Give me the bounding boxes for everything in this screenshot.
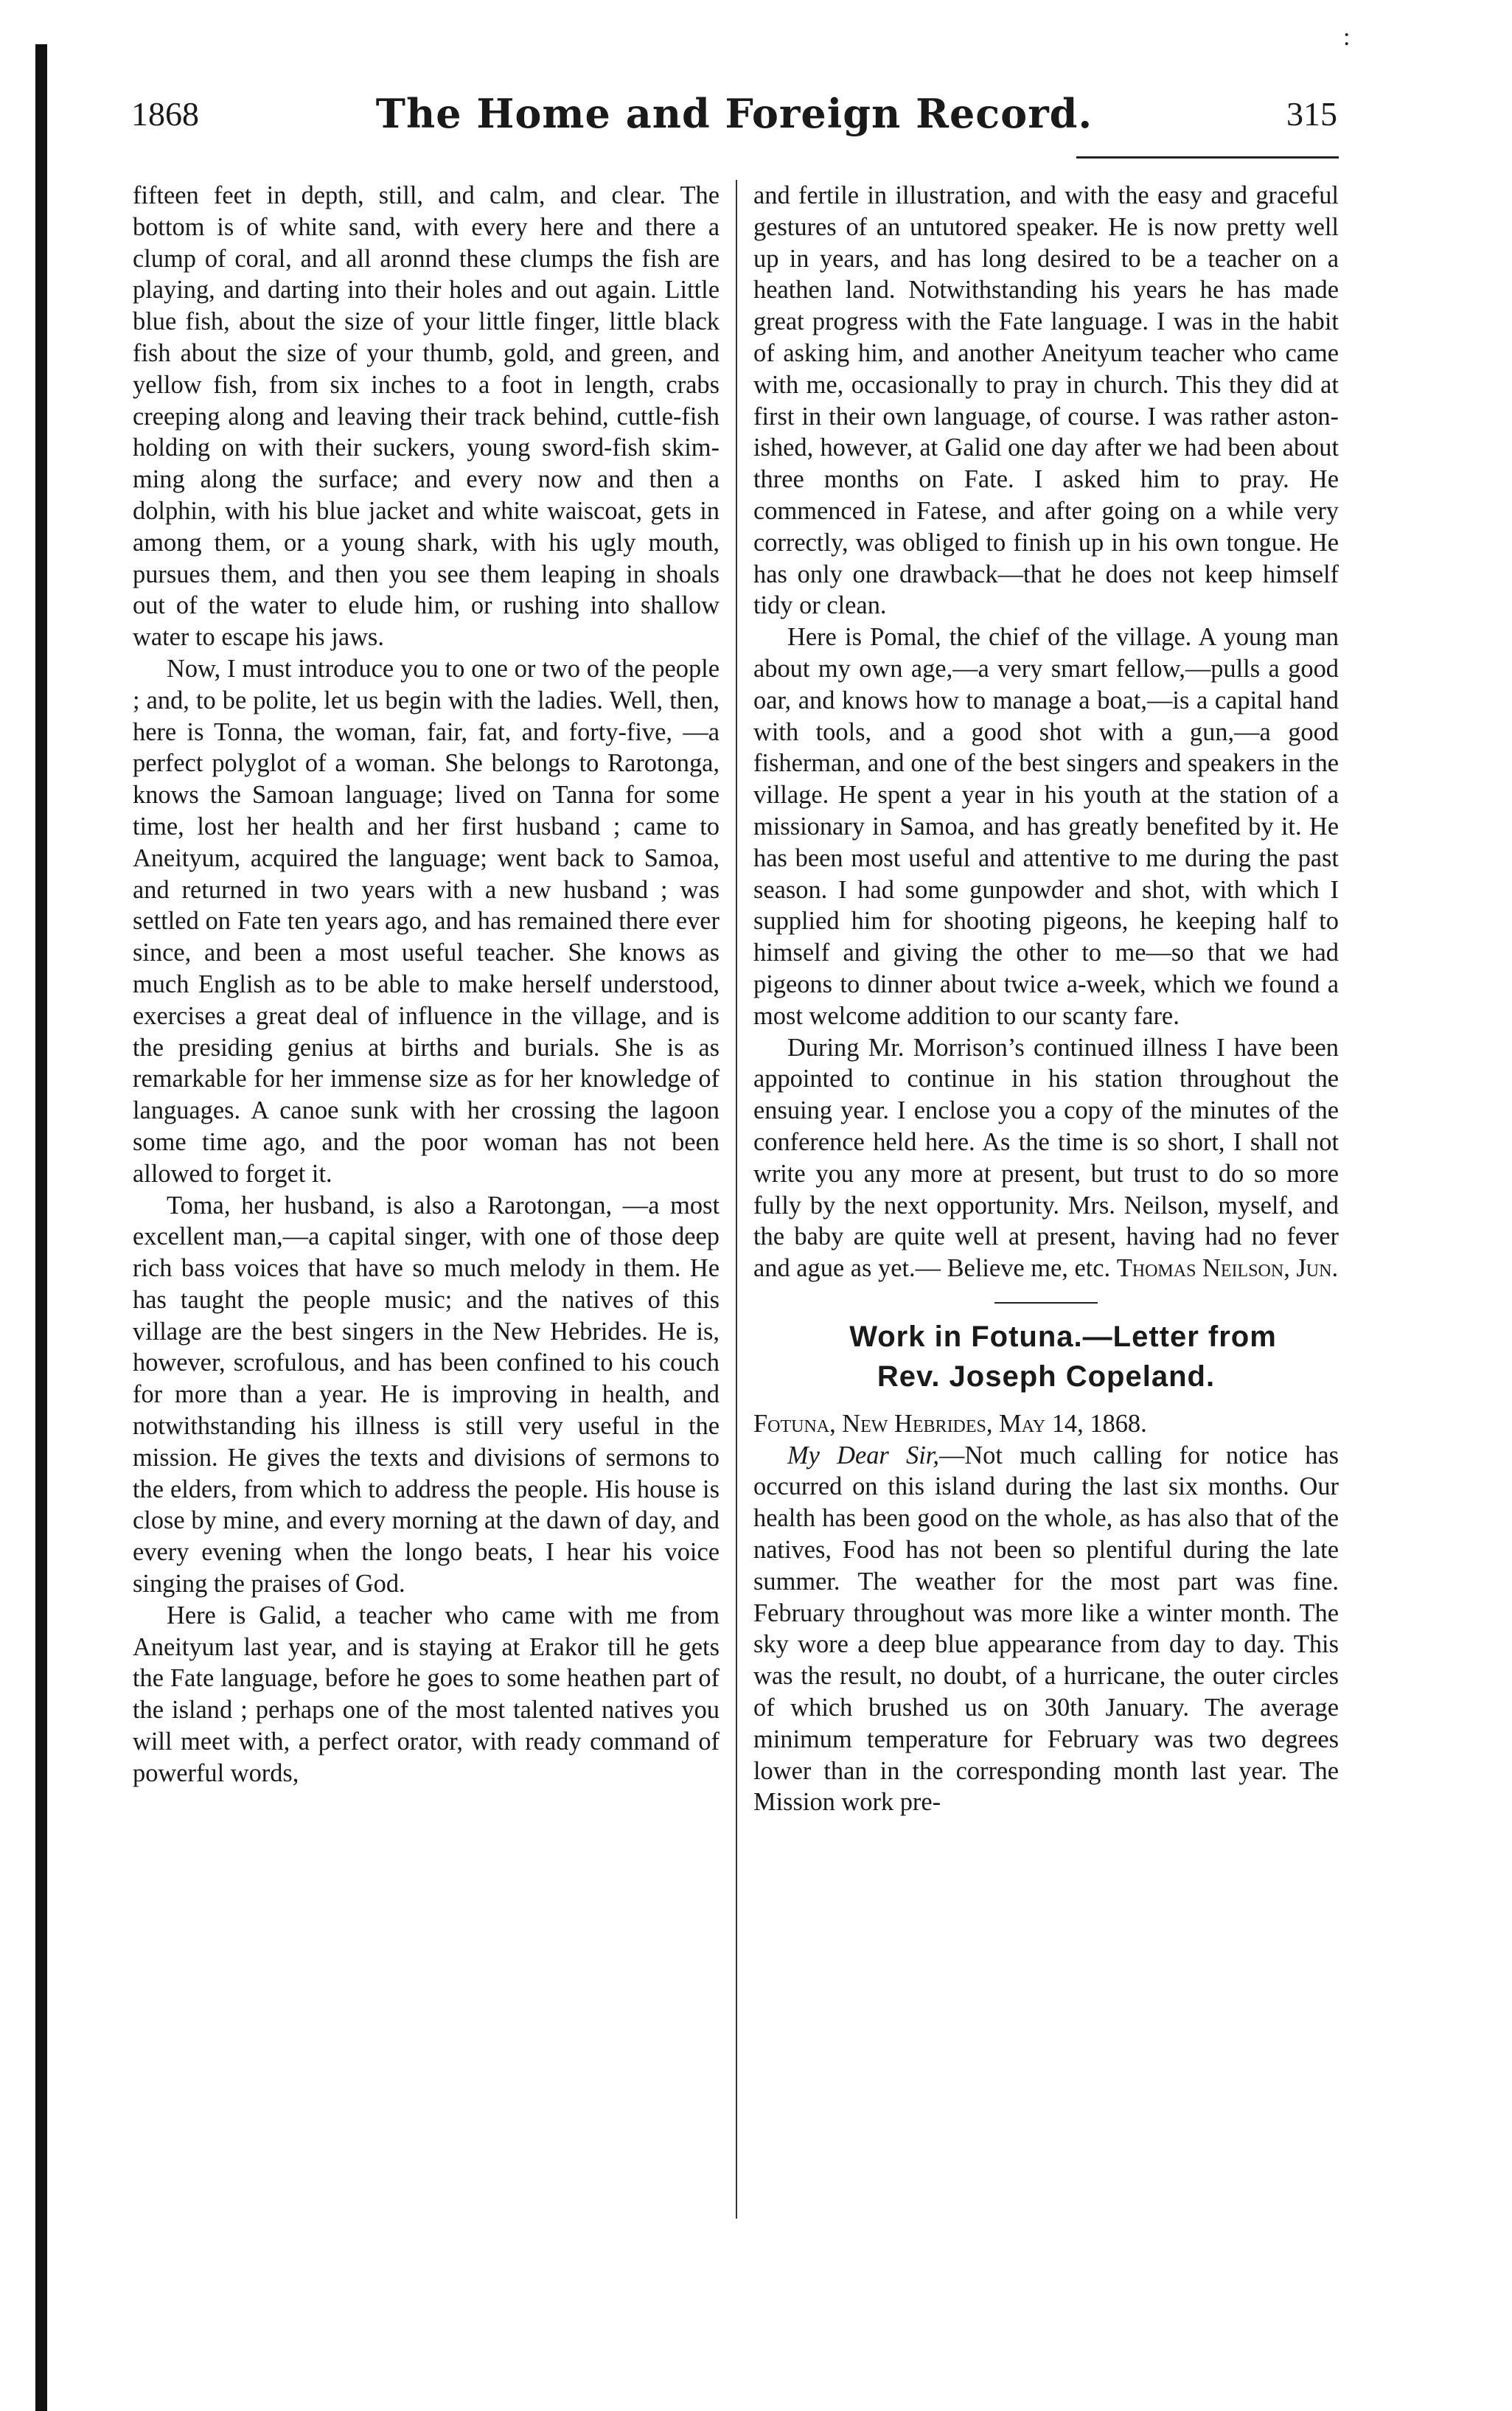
paragraph: Here is Galid, a teacher who came with me from Aneityum last year, and is staying at Erakor till he gets the Fate language, before he goes to some heathen part of the island ; perhaps one of the most talented natives you will meet with, a perfect orator, with ready command of powerful words,	[133, 1601, 720, 1787]
paragraph-text: During Mr. Morrison’s continued illness I have been appointed to continue in his station throughout the ensuing year. I enclose you a copy of the minutes of the conference held here. As the time is so short, I shall not write you any more at present, but trust to do so more fully by the next opportunity. Mrs. Neilson, myself, and the baby are quite well at present, having had no fever and ague as yet.— Believe me, etc.	[753, 1033, 1339, 1283]
left-column	[133, 180, 720, 1789]
dateline: Fotuna, New Hebrides, May 14, 1868.	[753, 1409, 1147, 1438]
letter-paragraph	[753, 1440, 1339, 1819]
paragraph: Here is Pomal, the chief of the village. A young man about my own age,—a very smart fellow,—pulls a good oar, and knows how to manage a boat,—is a capital hand with tools, and a good shot with a gun,—a good fisherman, and one of the best singers and speakers in the village. He spent a year in his youth at the station of a missionary in Samoa, and has greatly benefited by it. He has been most useful and attentive to me during the past season. I had some gunpowder and shot, with which I supplied him for shooting pigeons, he keeping half to himself and giving the other to me—so that we had pigeons to dinner about twice a-week, which we found a most welcome addition to our scanty fare.	[753, 623, 1339, 1030]
section-title	[753, 1317, 1339, 1396]
paragraph: fifteen feet in depth, still, and calm, and clear. The bottom is of white sand, with every here and there a clump of coral, and all aronnd these clumps the fish are playing, and darting into their holes and out again. Little blue fish, about the size of your little finger, little black fish about the size of your thumb, gold, and green, and yellow fish, from six inches to a foot in length, crabs creeping along and leaving their track behind, cuttle-fish holding on with their suckers, young sword-fish skimming along the surface; and every now and then a dolphin, with his blue jacket and white waiscoat, gets in among them, or a young shark, with his ugly mouth, pursues them, and then you see them leaping in shoals out of the water to elude him, or rushing into shallow water to escape his jaws.	[133, 181, 720, 652]
header-rule	[1076, 156, 1339, 159]
paragraph: Toma, her husband, is also a Rarotongan, —a most excellent man,—a capital singer, with one of those deep rich bass voices that have so much melody in them. He has taught the people music; and the natives of this village are the best singers in the New Hebrides. He is, however, scrofulous, and has been confined to his couch for more than a year. He is improving in health, and notwithstanding his illness is still very useful in the mission. He gives the texts and divisions of sermons to the elders, from which to address the people. His house is close by mine, and every morning at the dawn of day, and every evening when the longo beats, I hear his voice singing the praises of God.	[133, 1191, 720, 1598]
letter-body: —Not much calling for notice has occurred on this island during the last six months. Our health has been good on the whole, as has also that of the natives, Food has not been so plentiful during the late summer. The weather for the most part was fine. February throughout was more like a winter month. The sky wore a deep blue appearance from day to day. This was the result, no doubt, of a hurricane, the outer circles of which brushed us on 30th January. The average minimum temperature for February was two degrees lower than in the corresponding month last year. The Mission work pre-	[753, 1441, 1339, 1817]
paragraph: Now, I must introduce you to one or two of the people ; and, to be polite, let us begin with the ladies. Well, then, here is Tonna, the woman, fair, fat, and forty-five, —a perfect polyglot of a woman. She belongs to Rarotonga, knows the Samoan language; lived on Tanna for some time, lost her health and her first husband ; came to Aneityum, acquired the language; went back to Samoa, and returned in two years with a new husband ; was settled on Fate ten years ago, and has remained there ever since, and been a most useful teacher. She knows as much English as to be able to make herself understood, exercises a great deal of influence in the village, and is the presiding genius at births and burials. She is as remarkable for her immense size as for her knowledge of languages. A canoe sunk with her crossing the lagoon some time ago, and the poor woman has not been allowed to forget it.	[133, 654, 720, 1188]
section-title-line: Rev. Joseph Copeland.	[877, 1360, 1216, 1393]
right-column	[753, 180, 1339, 1818]
page-number: 315	[1286, 95, 1337, 133]
paragraph-with-signature	[753, 1032, 1339, 1284]
section-divider	[994, 1302, 1098, 1304]
page-header	[131, 90, 1337, 146]
page-binding-edge	[35, 44, 47, 2411]
corner-mark: :	[1343, 24, 1351, 51]
paragraph: and fertile in illustration, and with the easy and graceful gestures of an untutored speaker. He is now pretty well up in years, and has long desired to be a teacher on a heathen land. Notwithstanding his years he has made great progress with the Fate language. I was in the habit of asking him, and another Aneityum teacher who came with me, occasionally to pray in church. This they did at first in their own language, of course. I was rather astonished, however, at Galid one day after we had been about three months on Fate. I asked him to pray. He commenced in Fatese, and after going on a while very correctly, was obliged to finish up in his own tongue. He has only one drawback—that he does not keep himself tidy or clean.	[753, 181, 1339, 620]
signature: Thomas Neilson, Jun.	[1116, 1254, 1339, 1283]
column-divider	[736, 180, 737, 2219]
section-title-line: Work in Fotuna.—Letter from	[849, 1320, 1277, 1353]
header-title: The Home and Foreign Record.	[375, 90, 1093, 137]
header-year: 1868	[131, 95, 199, 133]
salutation: My Dear Sir,	[787, 1441, 939, 1469]
